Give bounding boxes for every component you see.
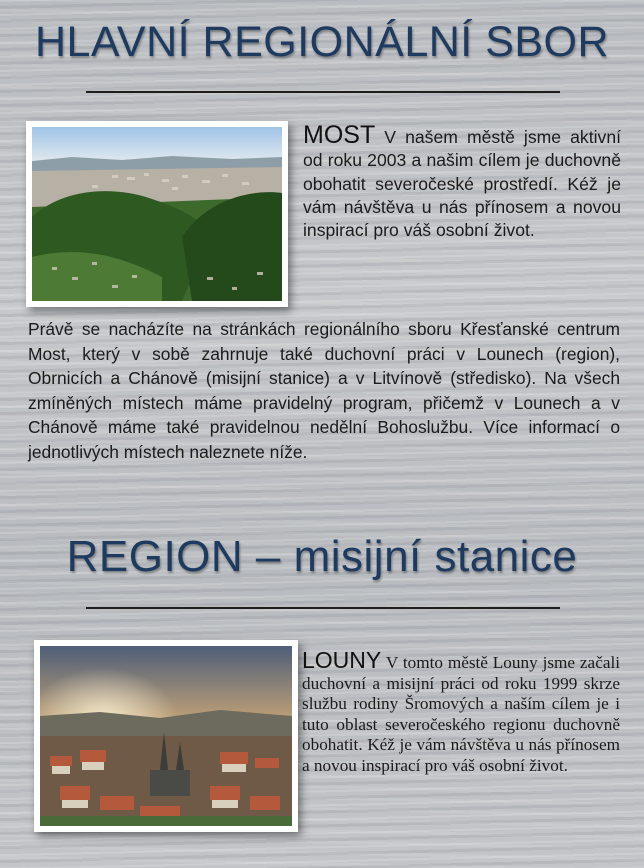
louny-photo-image [40,646,292,826]
louny-description [302,647,620,777]
intro-paragraph: Právě se nacházíte na stránkách regionálního sboru Křesťanské centrum Most, který v sobě zahrnuje také duchovní práci v Lounech (region), Obrnicích a Chánově (misijní stanice) a v Litvínově (středisko). Na všech zmíněných místech máme pravidelný program, přičemž v Lounech a v Chánově máme také pravidelnou nedělní Bohoslužbu. Více informací o jednotlivých místech naleznete níže. [28,319,620,462]
section-title-main: HLAVNÍ REGIONÁLNÍ SBOR [34,18,610,66]
louny-lead: LOUNY [302,647,382,673]
most-lead: MOST [303,121,376,149]
divider [86,91,560,93]
most-photo [26,121,288,307]
louny-text: V tomto městě Louny jsme začali duchovní a misijní práci od roku 1999 skrze službu rodiny Šromových a naším cílem je i tuto oblast severočeského regionu duchovně obohatit. Kéž je vám návštěva u nás přínosem a novou inspirací pro váš osobní život. [302,653,620,775]
louny-photo [34,640,298,832]
section-title-region: REGION – misijní stanice [66,532,578,581]
most-photo-image [32,127,282,301]
most-text: V našem městě jsme aktivní od roku 2003 a našim cílem je duchovně obohatit severočeské prostředí. Kéž je vám návštěva u nás přínosem a novou inspirací pro váš osobní život. [303,127,621,241]
most-description [303,121,621,242]
divider [86,607,560,609]
